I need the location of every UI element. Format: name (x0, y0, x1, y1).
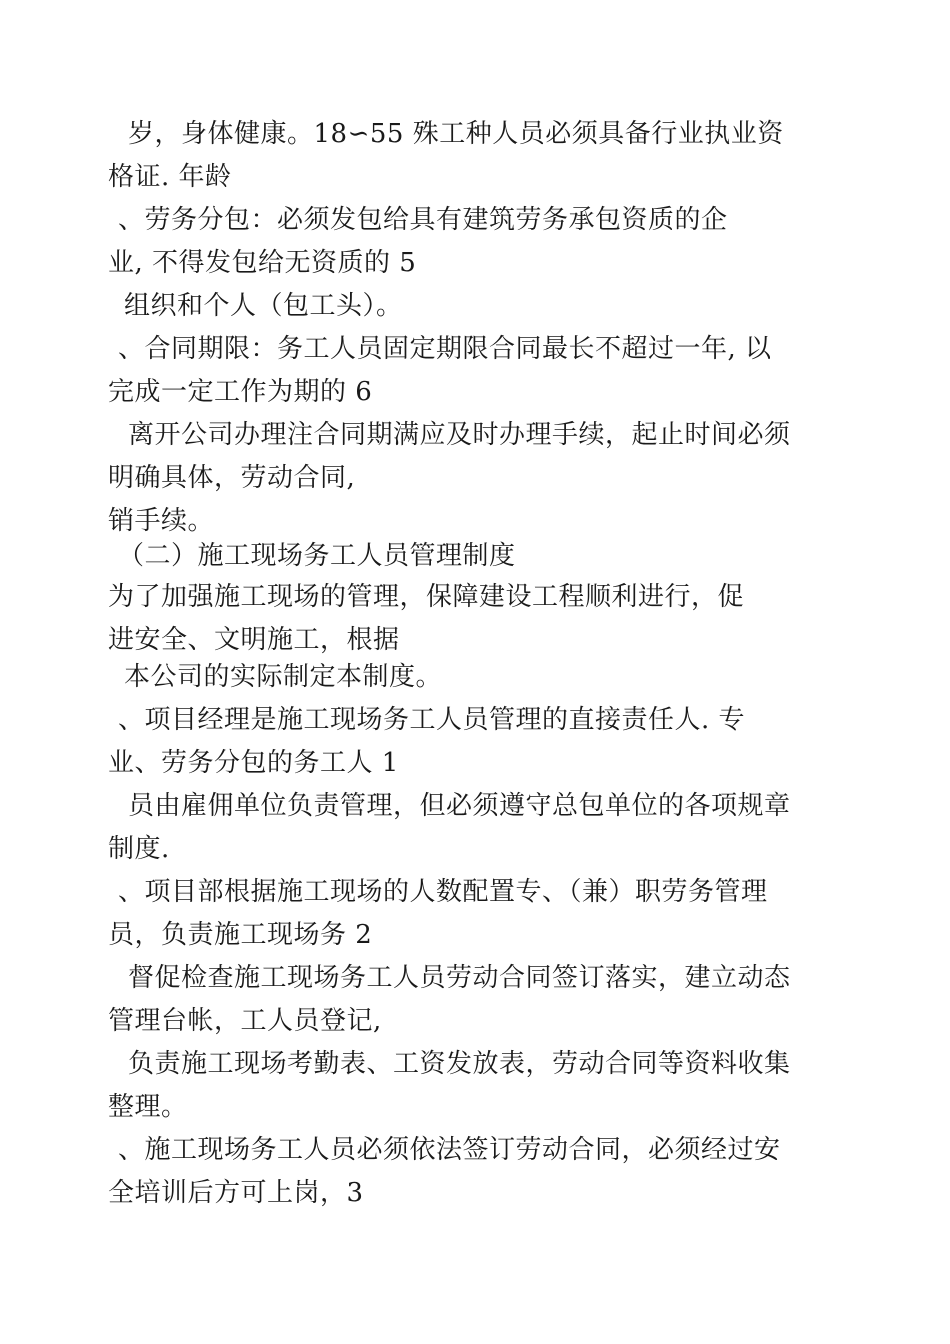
text-line: 、合同期限：务工人员固定期限合同最长不超过一年, 以 (118, 334, 772, 364)
text-line: 、劳务分包：必须发包给具有建筑劳务承包资质的企 (118, 205, 728, 235)
text-line: 离开公司办理注合同期满应及时办理手续，起止时间必须 (128, 420, 791, 450)
section-heading: （二）施工现场务工人员管理制度 (118, 541, 516, 571)
text-line: 整理。 (108, 1092, 188, 1122)
text-line: 全培训后方可上岗，3 (108, 1178, 364, 1208)
text-line: 员，负责施工现场务 2 (108, 920, 373, 950)
text-line: 格证. 年龄 (108, 162, 232, 192)
text-line: 负责施工现场考勤表、工资发放表，劳动合同等资料收集 (128, 1049, 791, 1079)
text-line: 督促检查施工现场务工人员劳动合同签订落实，建立动态 (128, 963, 791, 993)
text-line: 完成一定工作为期的 6 (108, 377, 373, 407)
text-line: 员由雇佣单位负责管理，但必须遵守总包单位的各项规章 (128, 791, 791, 821)
text-line: 管理台帐，工人员登记, (108, 1006, 382, 1036)
text-line: 销手续。 (108, 506, 215, 536)
text-line: 、项目部根据施工现场的人数配置专、（兼）职劳务管理 (118, 877, 768, 907)
text-line: 为了加强施工现场的管理，保障建设工程顺利进行，促 (108, 582, 745, 612)
text-line: 业、劳务分包的务工人 1 (108, 748, 399, 778)
text-line: 本公司的实际制定本制度。 (124, 662, 443, 692)
text-line: 明确具体，劳动合同, (108, 463, 356, 493)
text-line: 进安全、文明施工，根据 (108, 625, 400, 655)
text-line: 组织和个人（包工头）。 (124, 291, 403, 321)
text-line: 业, 不得发包给无资质的 5 (108, 248, 417, 278)
text-line: 、施工现场务工人员必须依法签订劳动合同，必须经过安 (118, 1135, 781, 1165)
text-line: 岁，身体健康。18∽55 殊工种人员必须具备行业执业资 (128, 119, 784, 149)
text-line: 、项目经理是施工现场务工人员管理的直接责任人. 专 (118, 705, 746, 735)
text-line: 制度. (108, 834, 170, 864)
